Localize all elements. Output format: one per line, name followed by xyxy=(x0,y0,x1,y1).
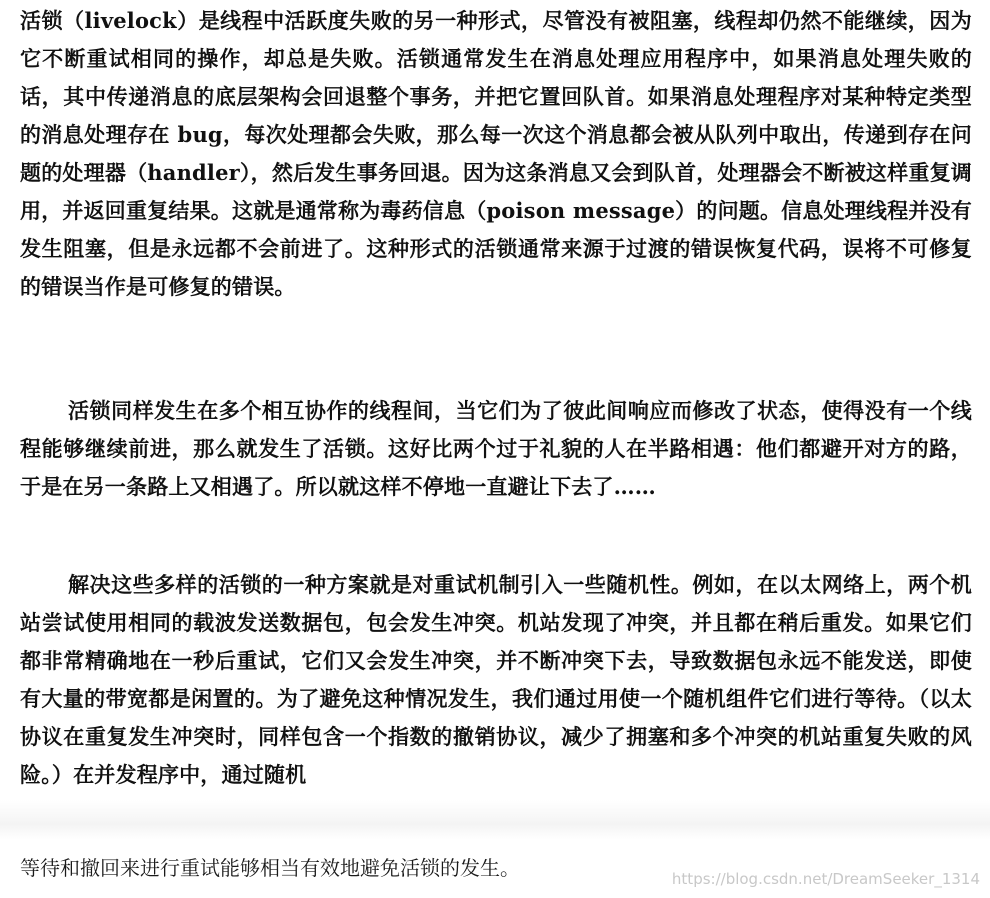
paragraph-2-text: 活锁同样发生在多个相互协作的线程间，当它们为了彼此间响应而修改了状态，使得没有一个线程能够继续前进，那么就发生了活锁。这好比两个过于礼貌的人在半路相遇：他们都避开对方的路，于是在另一条路上又相遇了。所以就这样不停地一直避让下去了…… xyxy=(20,398,972,499)
page-fold-shadow xyxy=(0,800,990,840)
paragraph-3-text: 解决这些多样的活锁的一种方案就是对重试机制引入一些随机性。例如，在以太网络上，两个机站尝试使用相同的载波发送数据包，包会发生冲突。机站发现了冲突，并且都在稍后重发。如果它们都非常精确地在一秒后重试，它们又会发生冲突，并不断冲突下去，导致数据包永远不能发送，即使有大量的带宽都是闲置的。为了避免这种情况发生，我们通过用使一个随机组件它们进行等待。（以太协议在重复发生冲突时，同样包含一个指数的撤销协议，减少了拥塞和多个冲突的机站重复失败的风险。）在并发程序中，通过随机 xyxy=(20,572,972,787)
watermark-url: https://blog.csdn.net/DreamSeeker_1314 xyxy=(671,870,980,888)
paragraph-cooperating-threads xyxy=(20,392,972,506)
paragraph-1-text-a: （livelock）是线程中活跃度失败的另一种形式，尽管没有被阻塞，线程却仍然不能继续，因为它不断重试相同的操作，却总是失败。活锁通常发生在消息处理应用程序中，如果消息处理失败的话，其中传递消息的底层架构会回退整个事务，并把它置回队首。如果消息处理程序对某种特定类型的消息处理存在 bug，每次处理都会失败，那么每一次这个消息都会被从队列中取出，传递到存在问题的处理器（handler），然后发生事务回退。因为这条消息又会到队首，处理器会不断被这样重复调用，并返回重复结果。这就是通常称为 xyxy=(20,8,972,223)
term-poison-message: 毒药信息 xyxy=(380,199,466,223)
term-livelock: 活锁 xyxy=(20,9,63,33)
continuation-line: 等待和撤回来进行重试能够相当有效地避免活锁的发生。 xyxy=(20,856,520,880)
paragraph-livelock-definition xyxy=(20,2,972,306)
paragraph-1-text-b: （poison message）的问题。信息处理线程并没有发生阻塞，但是永远都不会前进了。这种形式的活锁通常来源于过渡的错误恢复代码，误将不可修复的错误当作是可修复的错误。 xyxy=(20,198,972,299)
paragraph-randomness-solution xyxy=(20,566,972,794)
